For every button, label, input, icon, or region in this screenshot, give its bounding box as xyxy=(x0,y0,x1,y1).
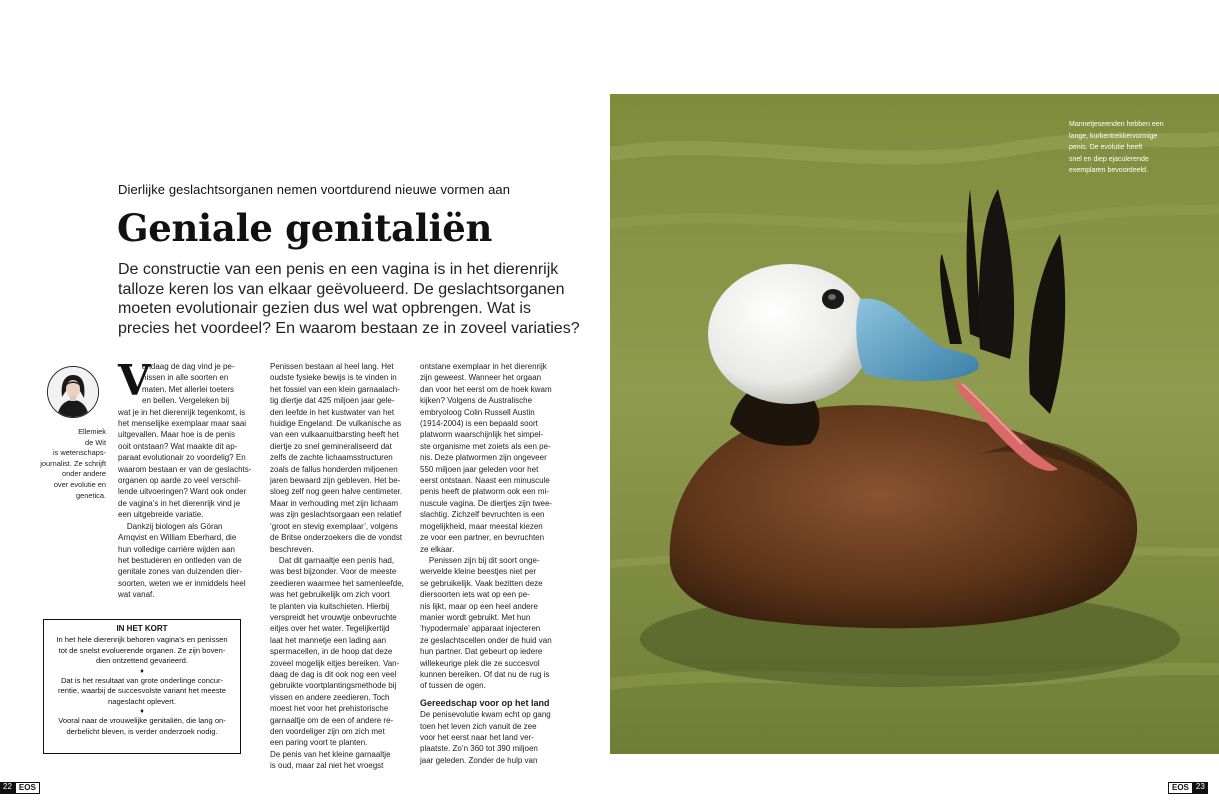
article-title: Geniale genitaliën xyxy=(117,206,493,250)
magazine-brand: EOS xyxy=(15,782,40,794)
folio-left xyxy=(0,782,40,794)
author-portrait-illustration xyxy=(48,367,98,417)
article-kicker: Dierlijke geslachtsorganen nemen voortdurend nieuwe vormen aan xyxy=(118,182,511,197)
author-portrait xyxy=(47,366,99,418)
diamond-icon: ♦ xyxy=(140,667,144,675)
body-column-2: Penissen bestaan al heel lang. Het oudste fysieke bewijs is te vinden in het fossiel van een klein garnaalach- tig diertje dat 425 miljoen jaar gele- den leefde in het kustwater van het huidige Engeland. De vulkanische as van een vulkaanuitbarsting heeft het diertje zo snel gemineraliseerd dat zelfs de zachte lichaamsstructuren zoals de fallus honderden miljoenen jaren bewaard zijn gebleven. Het be- sloeg zelf nog geen halve centimeter. Maar in verhouding met zijn lichaam was zijn geslachtsorgaan een relatief ‘groot en stevig exemplaar’, volgens de Britse onderzoekers die de vondst beschreven. Dat dit garnaaltje een penis had, was best bijzonder. Voor de meeste zeedieren waarmee het samenleefde, was het gebruikelijk om zich voort te planten via kuitschieten. Hierbij verspreidt het vrouwtje onbevruchte eitjes over het water. Tegelijkertijd laat het mannetje een lading aan spermacellen, in de hoop dat deze zoveel mogelijk eitjes bereiken. Van- daag de dag is dit ook nog een veel gebruikte voortplantingsmethode bij vissen en andere zeedieren. Toch moest het voor het prehistorische garnaaltje om de een of andere re- den voordeliger zijn om zich met een paring voort te planten. De penis van het kleine garnaaltje is oud, maar zal niet het vroegst xyxy=(270,362,404,771)
photo-caption: Mannetjeseenden hebben een lange, kurkentrekkervormige penis. De evolutie heeft snel en diep ejaculerende exemplaren bevoordeeld. xyxy=(1069,121,1164,174)
article-lede: De constructie van een penis en een vagina is in het dierenrijk talloze keren los van elkaar geëvolueerd. De geslachtsorganen moeten evolutionair gezien dus wel wat opbrengen. Wat is precies het voordeel? En waarom bestaan ze in zoveel variaties? xyxy=(118,261,580,337)
drop-cap: V xyxy=(118,356,151,405)
duck-photo xyxy=(610,94,1219,754)
body-column-3: ontstane exemplaar in het dierenrijk zijn geweest. Wanneer het orgaan dan voor het eerst om de hoek kwam kijken? Volgens de Australische embryoloog Colin Russell Austin (1914-2004) is een bepaald soort platworm waarschijnlijk het simpel- ste organisme met zoiets als een pe- nis. Deze platwormen zijn ongeveer 550 miljoen jaar geleden voor het eerst ontstaan. Naast een minuscule penis heeft de platworm ook een mi- nuscule vagina. De diertjes zijn twee- slachtig. Zichzelf bevruchten is een mogelijkheid, maar meestal kiezen ze voor een partner, en bevruchten ze elkaar. Penissen zijn bij dit soort onge- wervelde kleine beestjes niet per se gebruikelijk. Vaak bezitten deze diersoorten iets wat op een pe- nis lijkt, maar op een heel andere manier wordt gebruikt. Met hun ‘hypodermale’ apparaat injecteren ze geslachtscellen onder de huid van hun partner. Dat gebeurt op iedere willekeurige plek die ze succesvol kunnen bereiken. Of dat nu de rug is of tussen de ogen. Gereedschap voor op het land De penisevolutie kwam echt op gang toen het leven zich vanuit de zee voor het eerst naar het land ver- plaatste. Zo’n 360 tot 390 miljoen jaar geleden. Zonder de hulp van xyxy=(420,361,562,766)
summary-box-title: IN HET KORT xyxy=(116,624,168,633)
duck-illustration xyxy=(610,94,1219,754)
body-column-1: andaag de dag vind je pe- nissen in alle soorten en maten. Met allerlei toeters en bellen. Vergeleken bij wat je in het dierenrijk tegenkomt, is het menselijke exemplaar maar saai uitgevallen. Maar hoe is de penis ooit ontstaan? Wat maakte dit ap- paraat evolutionair zo voordelig? En waarom bestaan er van de geslachts- organen op aarde zo veel verschil- lende uitvoeringen? Want ook onder de vagina’s in het dierenrijk vind je een uitgebreide variatie. Dankzij biologen als Göran Arnqvist en William Eberhard, die hun volledige carrière wijden aan het bestuderen en ontleden van de genitale zones van duizenden dier- soorten, weten we er inmiddels heel wat vanaf. xyxy=(118,362,252,600)
author-bio: Ellemiek de Wit is wetenschaps- journalist. Ze schrijft onder andere over evolutie en genetica. xyxy=(40,427,106,500)
page-number: 22 xyxy=(0,782,15,794)
page-number: 23 xyxy=(1193,782,1208,794)
summary-box: IN HET KORT In het hele dierenrijk behoren vagina’s en penissen tot de snelst evoluerende organen. Ze zijn boven- dien ontzettend gevarieerd. ♦ Dat is het resultaat van grote onderlinge concur- rentie, waarbij de succesvolste variant het meeste nageslacht oplevert. ♦ Vooral naar de vrouwelijke genitaliën, die lang on- derbelicht bleven, is verder onderzoek nodig. xyxy=(43,619,241,754)
diamond-icon: ♦ xyxy=(140,708,144,715)
folio-right xyxy=(1168,782,1208,794)
subheading: Gereedschap voor op het land xyxy=(420,697,550,708)
magazine-brand: EOS xyxy=(1168,782,1193,794)
